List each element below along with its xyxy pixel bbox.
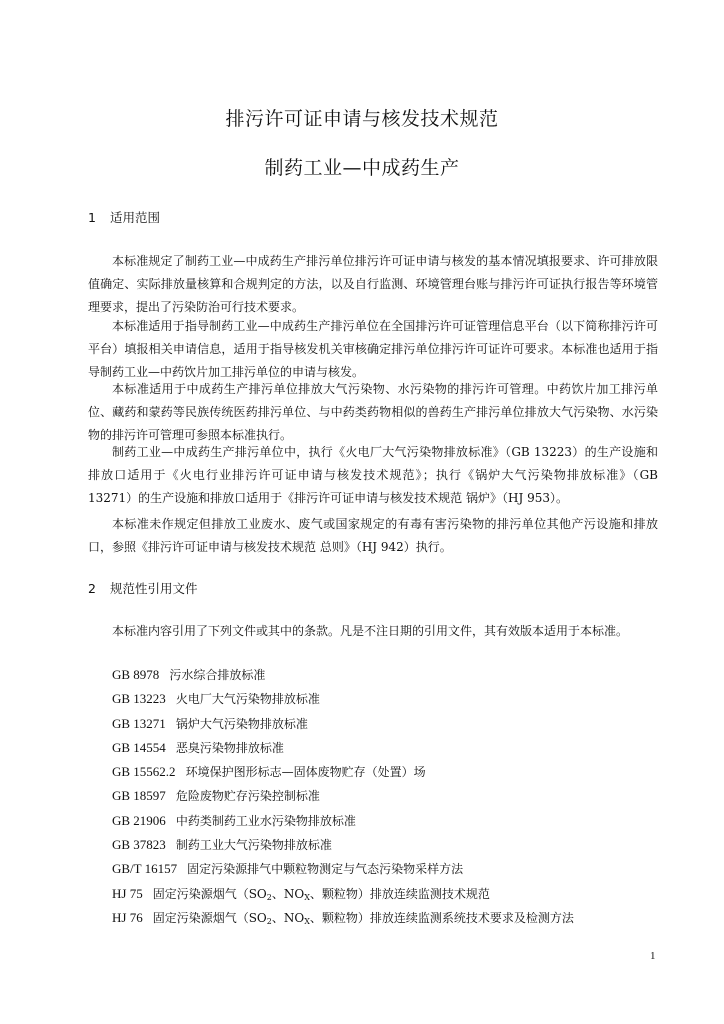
reference-title	[153, 911, 574, 925]
reference-title: 恶臭污染物排放标准	[175, 740, 284, 755]
reference-title: 环境保护图形标志—固体废物贮存（处置）场	[185, 765, 426, 780]
reference-title: 锅炉大气污染物排放标准	[175, 716, 308, 731]
paragraph: 本标准适用于指导制药工业—中成药生产排污单位在全国排污许可证管理信息平台（以下简称排污许可平台）填报相关申请信息，适用于指导核发机关审核确定排污单位排污许可证许可要求。本标准也适用于指导制药工业—中药饮片加工排污单位的申请与核发。	[88, 319, 658, 379]
reference-item	[112, 760, 574, 784]
page-number: 1	[650, 950, 656, 962]
reference-item	[112, 906, 574, 930]
paragraph: 本标准规定了制药工业—中成药生产排污单位排污许可证申请与核发的基本情况填报要求、许可排放限值确定、实际排放量核算和合规判定的方法，以及自行监测、环境管理台账与排污许可证执行报告等环境管理要求，提出了污染防治可行技术要求。	[88, 254, 658, 314]
reference-item	[112, 736, 574, 760]
subscript: X	[304, 892, 310, 902]
reference-title: 中药类制药工业水污染物排放标准	[175, 813, 356, 828]
reference-item	[112, 833, 574, 857]
reference-item	[112, 809, 574, 833]
paragraph: 本标准内容引用了下列文件或其中的条款。凡是不注日期的引用文件，其有效版本适用于本标准。	[112, 624, 629, 638]
reference-title: 固定污染源排气中颗粒物测定与气态污染物采样方法	[187, 862, 464, 877]
subscript: 2	[266, 916, 272, 926]
reference-code: GB 13223	[112, 691, 166, 707]
section-title: 规范性引用文件	[109, 581, 198, 596]
reference-title: 污水综合排放标准	[169, 668, 266, 682]
reference-title: 制药工业大气污染物排放标准	[175, 838, 332, 853]
section-2-heading	[88, 579, 198, 597]
paragraph: 本标准未作规定但排放工业废水、废气或国家规定的有毒有害污染物的排污单位其他产污设施和排放口，参照《排污许可证申请与核发技术规范 总则》（HJ 942）执行。	[88, 517, 658, 554]
reference-code: GB 13271	[112, 715, 166, 731]
reference-code: HJ 76	[112, 909, 143, 925]
section-title: 适用范围	[109, 210, 160, 225]
subscript: 2	[266, 892, 272, 902]
reference-code: GB 18597	[112, 788, 166, 804]
reference-item	[112, 882, 574, 906]
section-number: 2	[88, 581, 96, 596]
reference-code: GB 37823	[112, 837, 166, 853]
reference-code: GB/T 16157	[112, 861, 178, 877]
reference-title: 危险废物贮存污染控制标准	[175, 789, 320, 804]
reference-title-part: 固定污染源烟气（SO	[152, 910, 267, 925]
section-1-heading	[88, 208, 160, 226]
reference-title-part: 、颗粒物）排放连续监测系统技术要求及检测方法	[309, 910, 574, 925]
reference-item	[112, 712, 574, 736]
subscript: X	[304, 916, 310, 926]
reference-item	[112, 687, 574, 711]
paragraph: 本标准适用于中成药生产排污单位排放大气污染物、水污染物的排污许可管理。中药饮片加工排污单位、藏药和蒙药等民族传统医药排污单位、与中药类药物相似的兽药生产排污单位排放大气污染物、水污染物的排污许可管理可参照本标准执行。	[88, 382, 658, 442]
reference-code: GB 15562.2	[112, 764, 176, 780]
section-number: 1	[88, 210, 96, 225]
reference-code: GB 14554	[112, 739, 166, 755]
reference-title-part: 、NO	[271, 910, 305, 925]
reference-list	[112, 663, 574, 930]
reference-code: GB 8978	[112, 667, 160, 682]
reference-item	[112, 663, 574, 687]
reference-code: GB 21906	[112, 812, 166, 828]
document-title: 排污许可证申请与核发技术规范	[225, 108, 499, 130]
reference-code: HJ 75	[112, 885, 143, 901]
document-subtitle: 制药工业—中成药生产	[264, 157, 460, 179]
paragraph: 制药工业—中成药生产排污单位中，执行《火电厂大气污染物排放标准》（GB 13223）的生产设施和排放口适用于《火电行业排污许可证申请与核发技术规范》；执行《锅炉大气污染物排放标准》（GB 13271）的生产设施和排放口适用于《排污许可证申请与核发技术规范 锅炉》（HJ 953）。	[88, 445, 658, 505]
reference-item	[112, 784, 574, 808]
reference-title-part: 固定污染源烟气（SO	[152, 886, 267, 901]
reference-title-part: 、颗粒物）排放连续监测技术规范	[309, 886, 490, 901]
reference-title-part: 、NO	[271, 886, 305, 901]
reference-title: 火电厂大气污染物排放标准	[175, 692, 320, 707]
reference-title	[153, 887, 490, 901]
reference-item	[112, 857, 574, 881]
